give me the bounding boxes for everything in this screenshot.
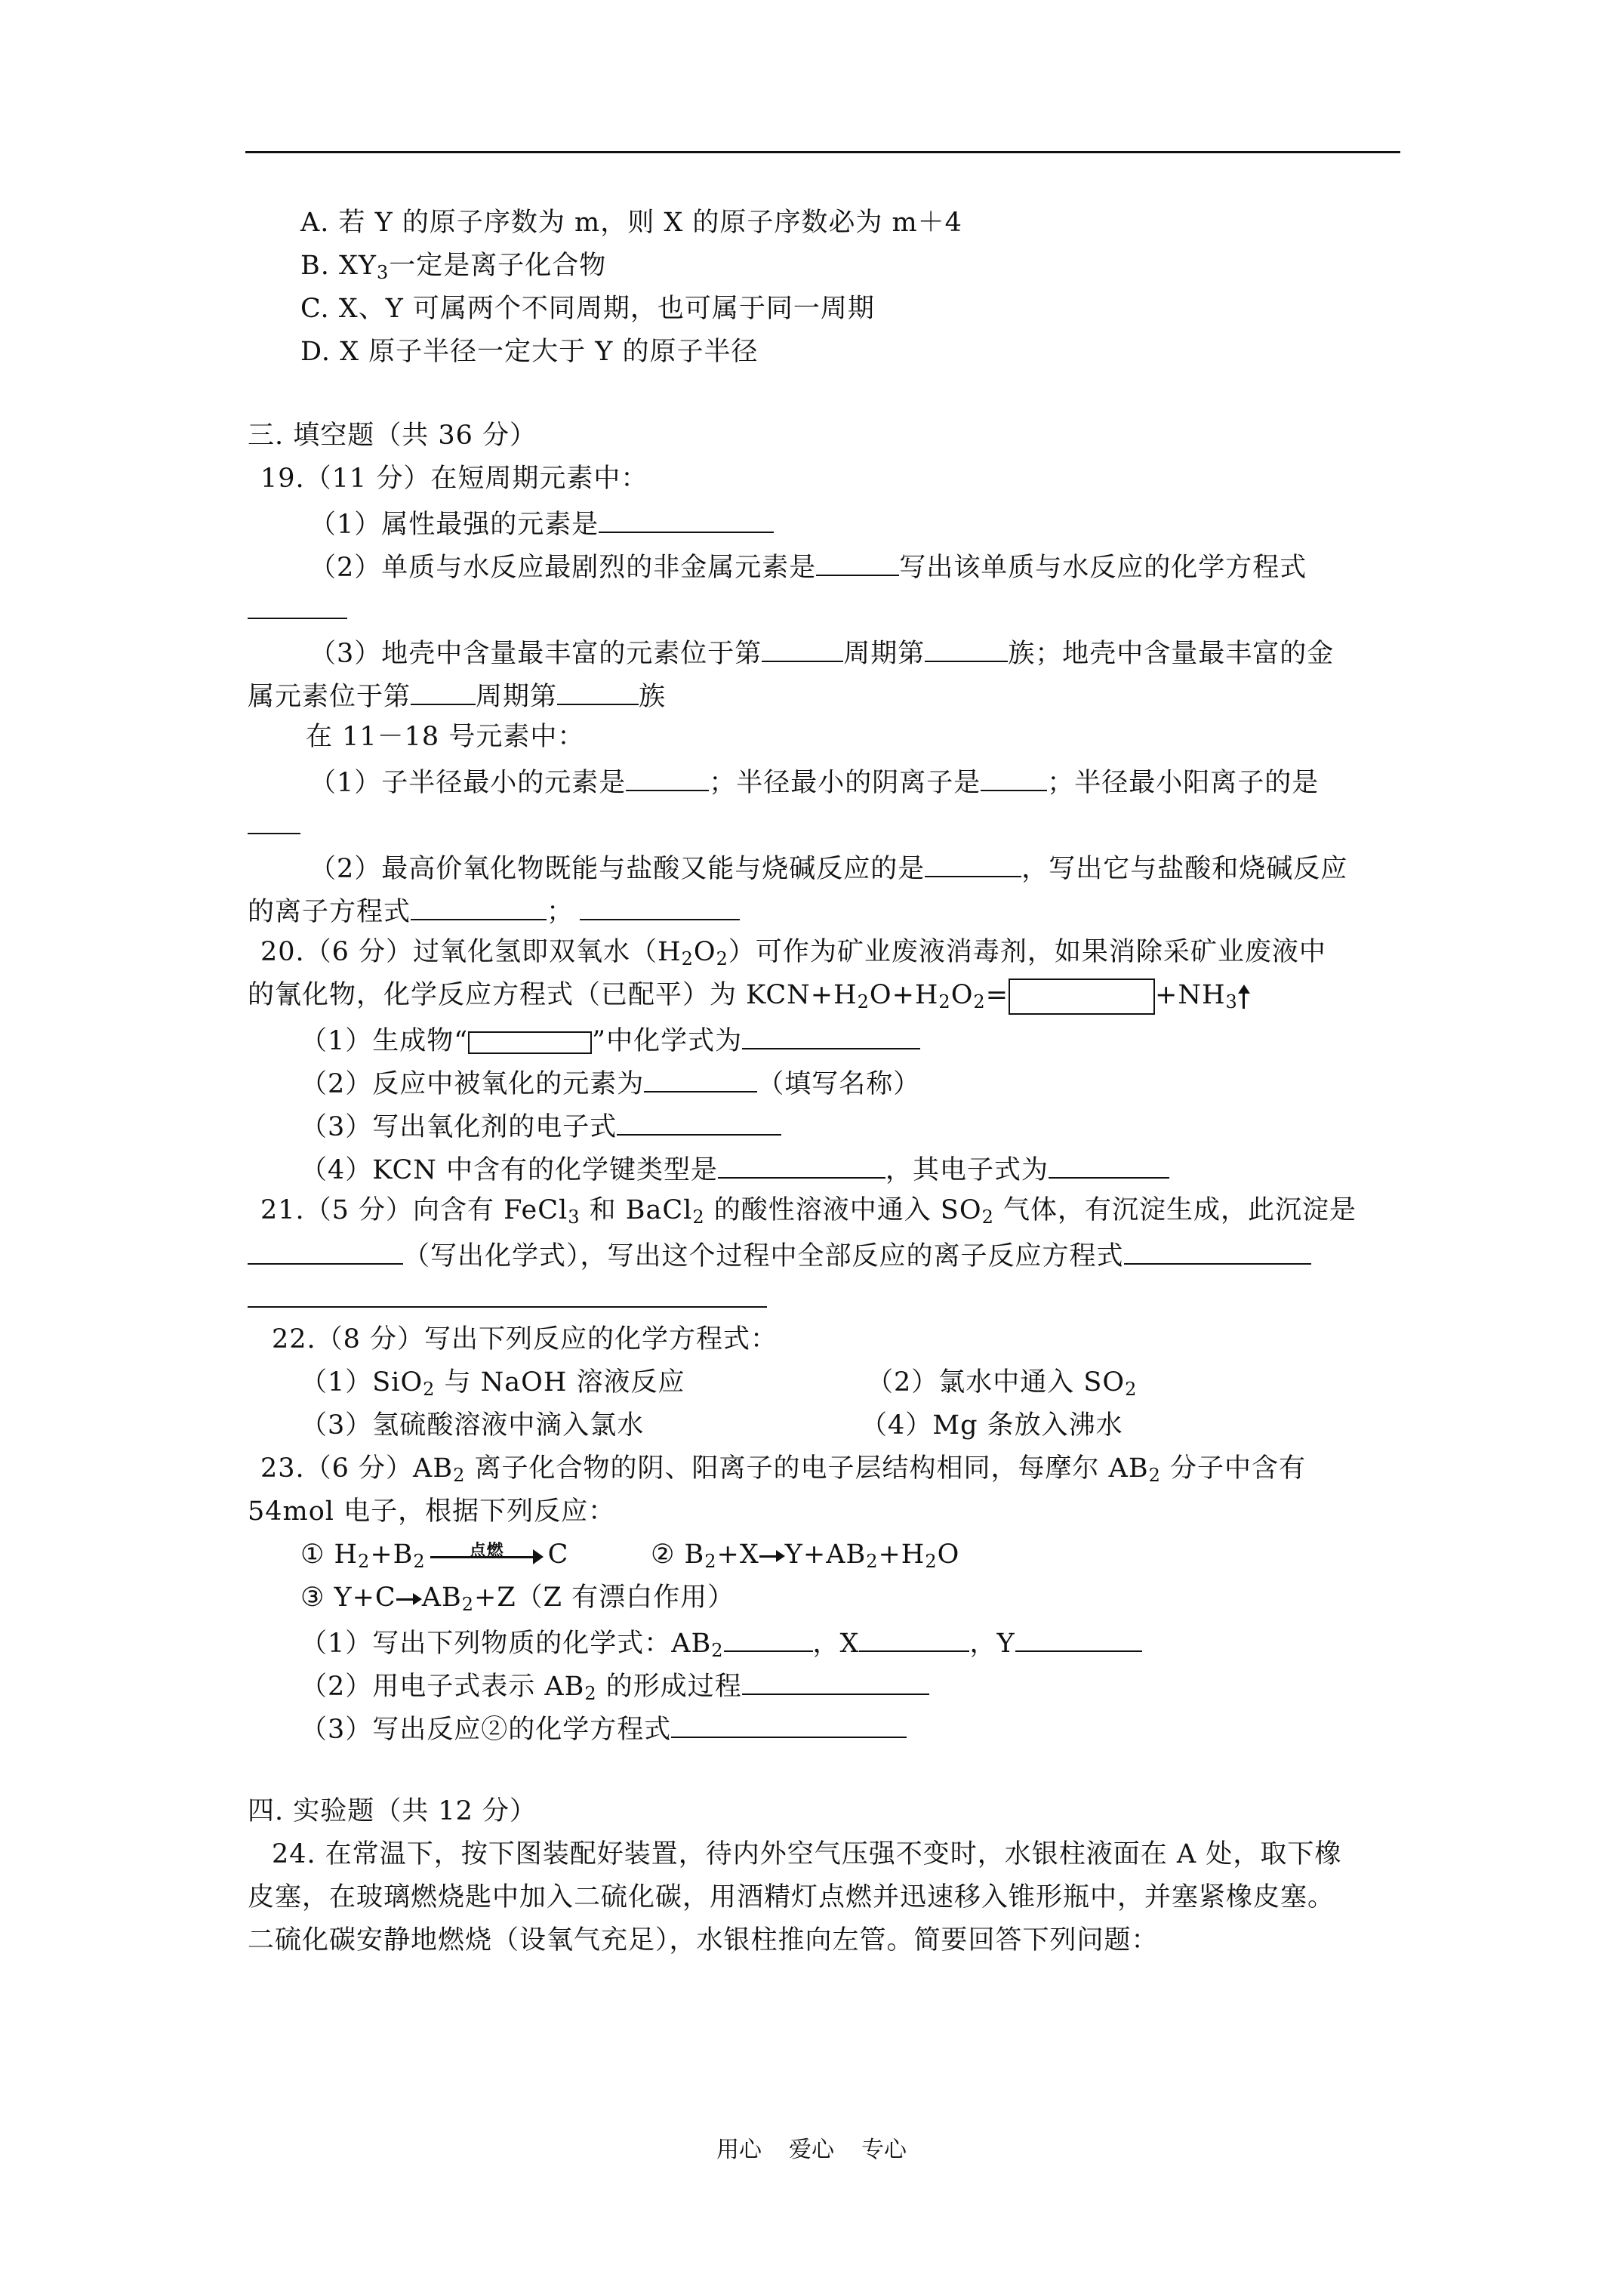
answer-blank[interactable]	[248, 1277, 767, 1308]
reaction-arrow-icon	[759, 1549, 785, 1564]
q21-line2: （写出化学式），写出这个过程中全部反应的离子反应方程式	[248, 1234, 1311, 1275]
q24-line1: 24. 在常温下，按下图装配好装置，待内外空气压强不变时，水银柱液面在 A 处，取下橡	[272, 1839, 1342, 1869]
answer-blank[interactable]	[816, 546, 899, 576]
q20-line1: 20.（6 分）过氧化氢即双氧水$(H_2O_2)$可作为矿业废液消毒剂，如果消除采矿业废液中	[260, 937, 1326, 969]
q20-part4: （4）KCN 中含有的化学键类型是 ，其电子式为	[300, 1148, 1169, 1189]
q19-part2: （2）单质与水反应最剧烈的非金属元素是 写出该单质与水反应的化学方程式	[310, 546, 1307, 587]
q20-part1: （1）生成物“ ”中化学式为	[300, 1019, 920, 1060]
option-c: C. X、Y 可属两个不同周期，也可属于同一周期	[300, 294, 875, 324]
q23-line2: 54mol 电子，根据下列反应：	[248, 1496, 616, 1527]
answer-blank[interactable]	[411, 890, 547, 920]
q22-part4: （4）Mg 条放入沸水	[861, 1410, 1123, 1441]
q19-subheading: 在 11－18 号元素中：	[306, 722, 585, 752]
q23-part1: （1）写出下列物质的化学式：$AB_2$ ，X ，Y	[300, 1622, 1142, 1663]
q20-line2: 的氰化物，化学反应方程式（已配平）为 $KCN+H_2O+H_2O_2= +NH_3$	[248, 976, 1250, 1015]
answer-blank[interactable]	[762, 632, 843, 662]
answer-blank[interactable]	[718, 1148, 885, 1179]
answer-blank[interactable]	[248, 804, 300, 834]
q23-reaction1: ① $H_2+B_2$ 点燃 C	[300, 1539, 569, 1572]
answer-blank[interactable]	[742, 1665, 929, 1695]
q24-line3: 二硫化碳安静地燃烧（设氧气充足），水银柱推向左管。简要回答下列问题：	[248, 1925, 1159, 1955]
q19-part1: （1）属性最强的元素是	[310, 503, 774, 544]
option-a: A. 若 Y 的原子序数为 m，则 X 的原子序数必为 m＋4	[300, 208, 962, 238]
q19-part3-continued: 属元素位于第 周期第 族	[248, 675, 666, 716]
q23-line1: 23.（6 分）$AB_2$ 离子化合物的阴、阳离子的电子层结构相同，每摩尔 $AB_2$ 分子中含有	[260, 1453, 1307, 1486]
q19-sub-part1-continued	[248, 804, 300, 845]
footer-word: 用心	[716, 2137, 762, 2163]
footer-word: 爱心	[789, 2137, 834, 2163]
answer-blank[interactable]	[1049, 1148, 1169, 1179]
q23-part2: （2）用电子式表示 $AB_2$ 的形成过程	[300, 1665, 929, 1706]
answer-blank[interactable]	[742, 1019, 920, 1049]
q24-line2: 皮塞，在玻璃燃烧匙中加入二硫化碳，用酒精灯点燃并迅速移入锥形瓶中，并塞紧橡皮塞。	[248, 1882, 1335, 1912]
q19-sub-part1: （1）子半径最小的元素是 ；半径最小的阴离子是 ；半径最小阳离子的是	[310, 761, 1319, 802]
q20-part3: （3）写出氧化剂的电子式	[300, 1105, 781, 1146]
ignite-arrow-icon: 点燃	[430, 1541, 544, 1571]
answer-blank[interactable]	[580, 890, 740, 920]
q22-part3: （3）氢硫酸溶液中滴入氯水	[300, 1410, 645, 1441]
q20-part2: （2）反应中被氧化的元素为 （填写名称）	[300, 1062, 920, 1103]
q19-heading: 19.（11 分）在短周期元素中：	[260, 464, 648, 494]
reaction-arrow-icon	[396, 1592, 422, 1607]
section-title-experiment: 四. 实验题（共 12 分）	[248, 1796, 537, 1826]
option-d: D. X 原子半径一定大于 Y 的原子半径	[300, 337, 759, 367]
q19-part2-continued	[248, 589, 347, 630]
product-box-icon	[468, 1031, 592, 1054]
answer-blank[interactable]	[1124, 1234, 1311, 1265]
answer-blank[interactable]	[248, 589, 347, 619]
answer-blank[interactable]	[644, 1062, 757, 1093]
answer-blank[interactable]	[925, 632, 1008, 662]
answer-blank[interactable]	[1015, 1622, 1142, 1652]
answer-blank[interactable]	[724, 1622, 813, 1652]
answer-blank[interactable]	[981, 761, 1047, 791]
q21-line1: 21.（5 分）向含有 FeCl$_3$ 和 BaCl$_2$ 的酸性溶液中通入 $SO_2$ 气体，有沉淀生成，此沉淀是	[260, 1195, 1357, 1228]
answer-blank[interactable]	[411, 675, 476, 705]
answer-blank[interactable]	[925, 847, 1021, 877]
answer-blank[interactable]	[671, 1708, 907, 1738]
answer-blank[interactable]	[557, 675, 639, 705]
q22-heading: 22.（8 分）写出下列反应的化学方程式：	[272, 1324, 778, 1354]
answer-blank[interactable]	[599, 503, 774, 533]
header-rule	[245, 151, 1400, 153]
option-b: B. $XY_3$一定是离子化合物	[300, 251, 607, 283]
answer-blank[interactable]	[617, 1105, 781, 1136]
answer-blank[interactable]	[859, 1622, 969, 1652]
product-answer-box[interactable]	[1009, 978, 1155, 1015]
q23-reaction3: ③ Y+C $AB_2+Z(Z$ 有漂白作用）	[300, 1583, 735, 1615]
q19-part3: （3）地壳中含量最丰富的元素位于第 周期第 族；地壳中含量最丰富的金	[310, 632, 1334, 673]
section-title-fill-blank: 三. 填空题（共 36 分）	[248, 421, 537, 451]
q23-reaction2: ② $B_2+X$ $Y+AB_2+H_2O$	[651, 1539, 960, 1572]
gas-up-arrow-icon	[1238, 985, 1250, 1009]
q19-sub-part2-continued: 的离子方程式 ；	[248, 890, 740, 931]
page-footer	[0, 2131, 1623, 2164]
q21-line3	[248, 1277, 767, 1318]
answer-blank[interactable]	[248, 1234, 403, 1265]
q22-part1: （1）SiO$_2$ 与 NaOH 溶液反应	[300, 1367, 685, 1400]
q23-part3: （3）写出反应②的化学方程式	[300, 1708, 907, 1749]
q19-sub-part2: （2）最高价氧化物既能与盐酸又能与烧碱反应的是 ，写出它与盐酸和烧碱反应	[310, 847, 1347, 888]
q22-part2: （2）氯水中通入 $SO_2$	[867, 1367, 1138, 1400]
footer-word: 专心	[861, 2137, 907, 2163]
answer-blank[interactable]	[626, 761, 709, 791]
